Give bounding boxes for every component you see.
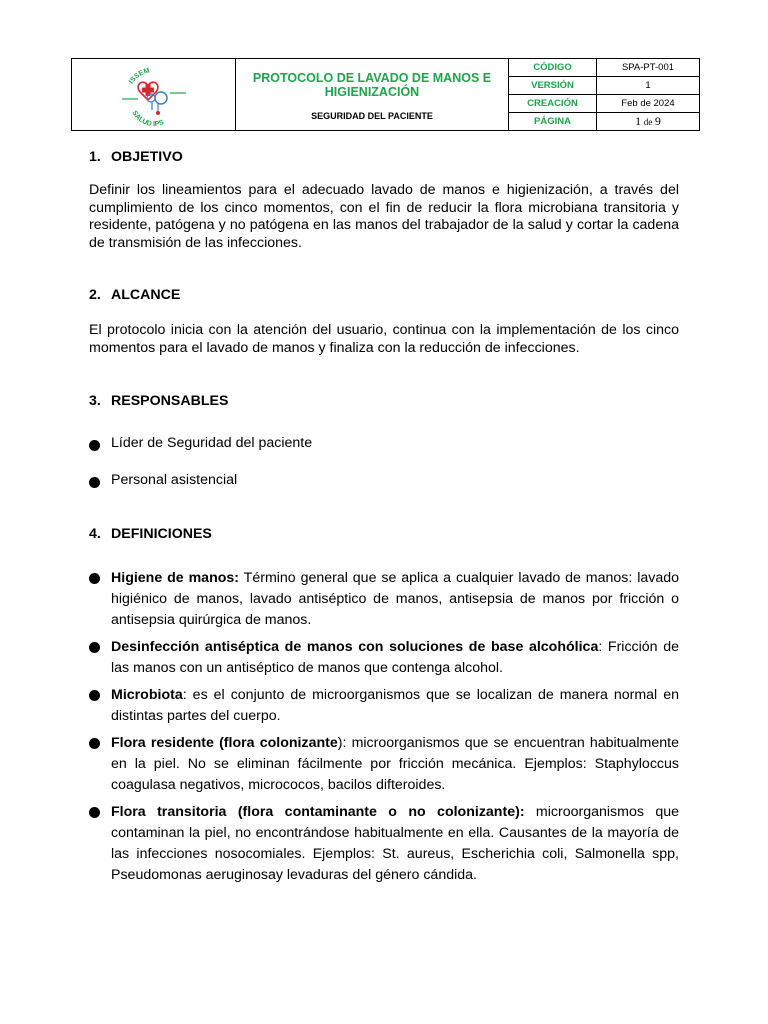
issem-salud-logo <box>116 62 192 128</box>
definition-item <box>89 568 679 631</box>
section-title: OBJETIVO <box>111 149 183 165</box>
page-total: 9 <box>654 114 661 128</box>
svg-text:ISSEM: ISSEM <box>127 66 150 85</box>
bullet-icon <box>89 690 100 701</box>
list-item <box>89 472 679 488</box>
list-item <box>89 435 679 451</box>
page-label: PÁGINA <box>509 113 597 131</box>
document-header <box>71 58 700 131</box>
document-body <box>89 149 679 886</box>
page-of: de <box>643 117 653 127</box>
logo-cell <box>72 59 236 131</box>
creation-label: CREACIÓN <box>509 95 597 113</box>
bullet-icon <box>89 807 100 818</box>
definition-text: : es el conjunto de microorganismos que se localizan de manera normal en distintas partes del cuerpo. <box>111 687 679 724</box>
definition-text: microorganismos que contaminan la piel, no encontrándose habitualmente en ella. Causantes de la mayoría de las infecciones nosocomiales. Ejemplos: St. aureus, Escherichia coli, Salmonella spp, Pseudomonas aeruginosay levaduras del género cándida. <box>111 804 679 883</box>
definition-term: Microbiota <box>111 687 183 703</box>
definition-text: Término general que se aplica a cualquier lavado de manos: lavado higiénico de manos, lavado antiséptico de manos, antisepsia de manos por fricción o antisepsia quirúrgica de manos. <box>111 570 679 628</box>
version-value: 1 <box>597 77 700 95</box>
section-number: 3. <box>89 393 101 409</box>
section-heading-responsables <box>89 393 679 409</box>
code-value: SPA-PT-001 <box>597 59 700 77</box>
page-current: 1 <box>635 114 642 128</box>
document-subtitle: SEGURIDAD DEL PACIENTE <box>311 110 433 121</box>
definition-text: ): microorganismos que se encuentran habitualmente en la piel. No se eliminan fácilmente por fricción mecánica. Ejemplos: Staphyloccus coagulasa negativos, micrococos, bacilos difteroides. <box>111 735 679 793</box>
creation-value: Feb de 2024 <box>597 95 700 113</box>
bullet-icon <box>89 573 100 584</box>
version-label: VERSIÓN <box>509 77 597 95</box>
page-value <box>597 113 700 131</box>
bullet-icon <box>89 477 100 488</box>
definition-item <box>89 733 679 796</box>
definition-term: Flora transitoria (flora contaminante o no colonizante): <box>111 804 525 820</box>
definition-item <box>89 685 679 727</box>
code-label: CÓDIGO <box>509 59 597 77</box>
section-number: 4. <box>89 526 101 542</box>
definition-item <box>89 637 679 679</box>
bullet-icon <box>89 738 100 749</box>
section-heading-objetivo <box>89 149 679 165</box>
section-number: 2. <box>89 287 101 303</box>
definition-item <box>89 802 679 886</box>
responsable-item: Personal asistencial <box>111 472 238 488</box>
definition-text: : Fricción de las manos con un antiséptico de manos que contenga alcohol. <box>111 639 679 676</box>
objetivo-text: Definir los lineamientos para el adecuado lavado de manos e higienización, a través del cumplimiento de los cinco momentos, con el fin de reducir la flora microbiana transitoria y residente, patógena y no patógena en las manos del trabajador de la salud y cortar la cadena de transmisión de las infecciones. <box>89 182 679 251</box>
section-title: ALCANCE <box>111 287 181 303</box>
definition-term: Higiene de manos: <box>111 570 240 586</box>
responsable-item: Líder de Seguridad del paciente <box>111 435 313 451</box>
bullet-icon <box>89 440 100 451</box>
definition-term: Flora residente (flora colonizante <box>111 735 338 751</box>
section-title: DEFINICIONES <box>111 526 212 542</box>
title-cell <box>236 59 509 131</box>
document-title: PROTOCOLO DE LAVADO DE MANOS E HIGIENIZACIÓN <box>252 70 492 99</box>
svg-text:SALUD IPS: SALUD IPS <box>129 109 165 128</box>
alcance-text: El protocolo inicia con la atención del usuario, continua con la implementación de los cinco momentos para el lavado de manos y finaliza con la reducción de infecciones. <box>89 322 679 356</box>
section-heading-definiciones <box>89 526 679 542</box>
definition-term: Desinfección antiséptica de manos con soluciones de base alcohólica <box>111 639 599 655</box>
section-title: RESPONSABLES <box>111 393 229 409</box>
bullet-icon <box>89 642 100 653</box>
section-heading-alcance <box>89 287 679 303</box>
section-number: 1. <box>89 149 101 165</box>
